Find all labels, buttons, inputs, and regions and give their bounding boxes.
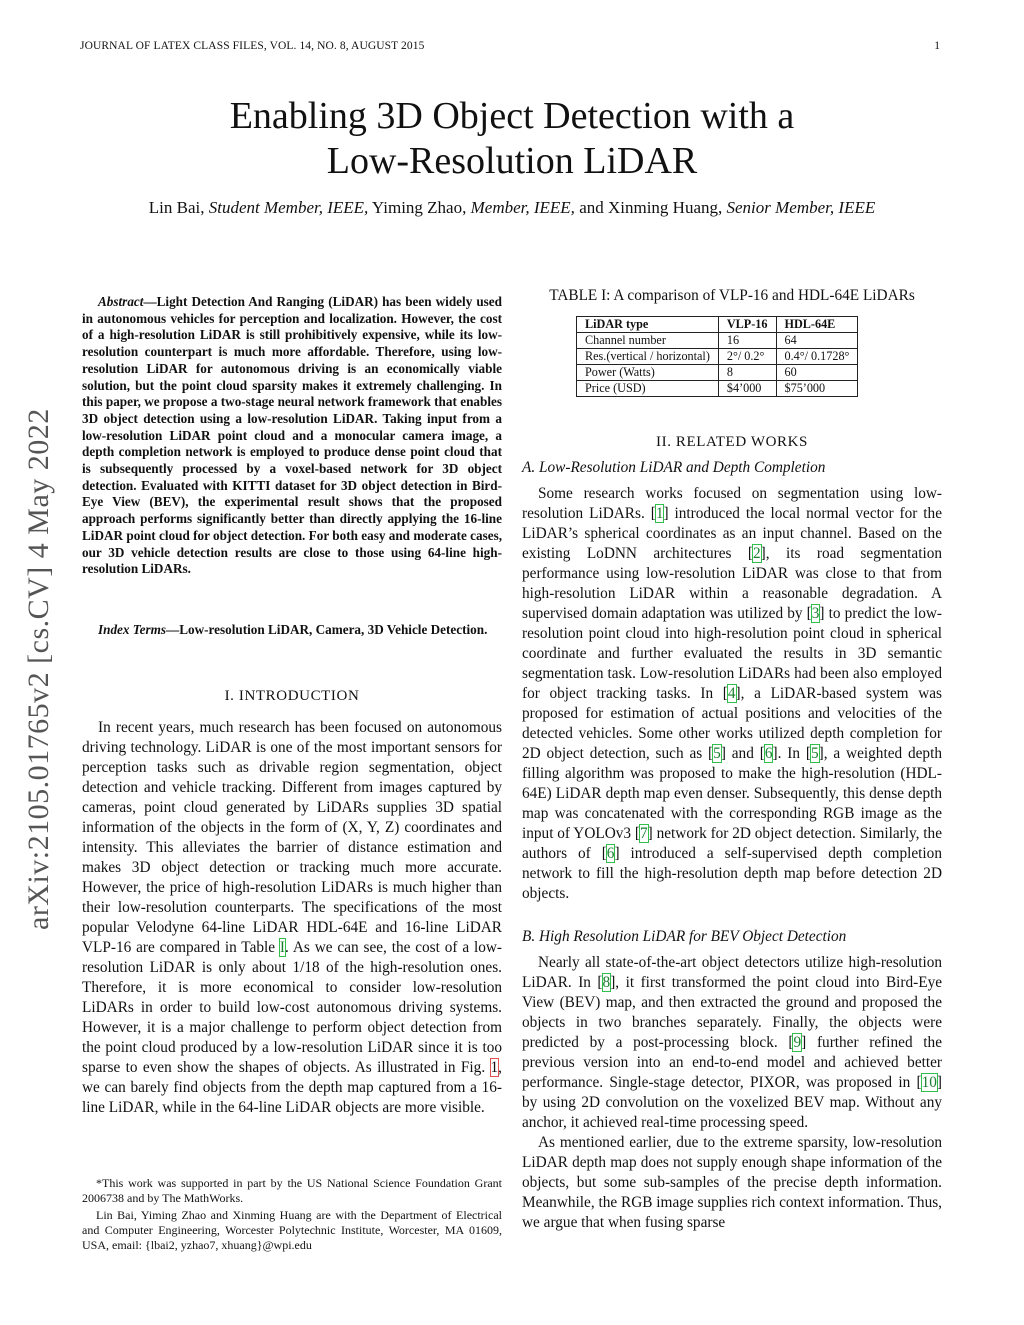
- text-span: ] and [: [720, 745, 765, 762]
- table-row: [577, 349, 858, 365]
- related-works-b-body: [522, 953, 942, 1233]
- author-list: [0, 198, 1024, 218]
- table-cell: Power (Watts): [577, 365, 719, 381]
- citation-link[interactable]: 10: [921, 1074, 937, 1091]
- text-span: ] further refined the previous version into an end-to-end model and achieved better performance. Single-stage detector, PIXOR, was proposed in [: [522, 1034, 942, 1091]
- table-cell: $4’000: [718, 381, 776, 397]
- text-span: ], a weighted depth filling algorithm was proposed to make the high-resolution (HDL-64E) LiDAR depth map even denser. Subsequently, this dense depth map was concatenated with the corresponding RGB image as the input of YOLOv3 [: [522, 745, 942, 842]
- citation-link[interactable]: 3: [811, 605, 820, 622]
- intro-text-c: , we can barely find objects from the depth map captured from a 16-line LiDAR, while in the 64-line LiDAR objects are more visible.: [82, 1059, 502, 1116]
- table-row: [577, 381, 858, 397]
- table-header-cell: LiDAR type: [577, 317, 719, 333]
- text-span: ] introduced a self-supervised depth completion network to fill the high-resolution depth map before detection 2D objects.: [522, 845, 942, 902]
- text-span: ] by using 2D convolution on the voxelized BEV map. Without any anchor, it achieved real-time processing speed.: [522, 1074, 942, 1131]
- figure-ref-link[interactable]: 1: [490, 1059, 499, 1076]
- table-cell: 0.4°/ 0.1728°: [776, 349, 858, 365]
- table-ref-link[interactable]: I: [279, 939, 286, 956]
- introduction-body: [82, 718, 502, 1118]
- abstract: [82, 294, 502, 578]
- text-span: Some research works focused on segmentation using low-resolution LiDARs. [: [522, 485, 942, 522]
- section-1-heading: I. INTRODUCTION: [224, 688, 360, 704]
- table-cell: Channel number: [577, 333, 719, 349]
- table-cell: $75’000: [776, 381, 858, 397]
- footnote: [82, 1176, 502, 1255]
- lidar-comparison-table: [576, 316, 858, 397]
- table-cell: Price (USD): [577, 381, 719, 397]
- footnote-affiliation: Lin Bai, Yiming Zhao and Xinming Huang are with the Department of Electrical and Computer Engineering, Worcester Polytechnic Institute, Worcester, MA 01609, USA, email: {lbai2, yzhao7, xhuang}@wpi.edu: [82, 1208, 502, 1252]
- table-caption: TABLE I: A comparison of VLP-16 and HDL-64E LiDARs: [549, 287, 915, 304]
- author-2: Yiming Zhao,: [368, 198, 471, 217]
- related-works-b-paragraph-1: [522, 953, 942, 1133]
- section-2-heading: II. RELATED WORKS: [656, 434, 808, 450]
- index-terms-text: —Low-resolution LiDAR, Camera, 3D Vehicle Detection.: [166, 622, 488, 637]
- related-works-a-body: [522, 484, 942, 904]
- text-span: ]. In [: [772, 745, 811, 762]
- table-cell: 16: [718, 333, 776, 349]
- author-3: and Xinming Huang,: [574, 198, 727, 217]
- citation-link[interactable]: 2: [753, 545, 761, 562]
- paper-title: [0, 94, 1024, 184]
- related-works-a-paragraph: [522, 484, 942, 904]
- citation-link[interactable]: 8: [602, 974, 611, 991]
- intro-paragraph: [82, 718, 502, 1118]
- text-span: ] to predict the low-resolution point cloud into high-resolution point cloud in spherical coordinate and further evaluated the results in 3D semantic segmentation task. Low-resolution LiDARs had been also employed for object tracking tasks. In [: [522, 605, 942, 702]
- table-cell: 8: [718, 365, 776, 381]
- table-row: [577, 333, 858, 349]
- citation-link[interactable]: 5: [810, 745, 819, 762]
- intro-text-a: In recent years, much research has been focused on autonomous driving technology. LiDAR is one of the most important sensors for perception tasks such as drivable region segmentation, object detection and vehicle tracking. Different from images captured by cameras, point cloud generated by LiDARs supplies 3D spatial information of the objects in the form of (X, Y, Z) coordinates and intensity. This alleviates the barrier of distance estimation and makes 3D object detection or tracking much more accurate. However, the price of high-resolution LiDARs is much higher than their low-resolution counterparts. The specifications of the most popular Velodyne 64-line LiDAR HDL-64E and 16-line LiDAR VLP-16 are compared in Table: [82, 719, 502, 956]
- related-works-b-paragraph-2: As mentioned earlier, due to the extreme sparsity, low-resolution LiDAR depth map does not supply enough shape information of the objects, but some sub-samples of the precise depth information. Meanwhile, the RGB image supplies rich context information. Thus, we argue that when fusing sparse: [522, 1134, 942, 1231]
- text-span: ], it first transformed the point cloud into Bird-Eye View (BEV) map, and then extracted the ground and proposed the objects in two branches separately. Finally, the objects were predicted by a post-processing block. [: [522, 974, 943, 1051]
- author-1: Lin Bai,: [148, 198, 209, 217]
- text-span: ] network for 2D object detection. Similarly, the authors of [: [522, 825, 943, 862]
- arxiv-stamp: arXiv:2105.01765v2 [cs.CV] 4 May 2022: [22, 408, 55, 930]
- citation-link[interactable]: 9: [793, 1034, 802, 1051]
- table-row: [577, 365, 858, 381]
- index-terms-lead: Index Terms: [98, 622, 167, 637]
- table-header-cell: HDL-64E: [776, 317, 858, 333]
- text-span: Nearly all state-of-the-art object detectors utilize high-resolution LiDAR. In [: [522, 954, 942, 991]
- page-number: 1: [934, 40, 940, 52]
- text-span: ] introduced the local normal vector for the LiDAR’s spherical coordinates as an input channel. Based on the existing LoDNN architectures [: [522, 505, 942, 562]
- subsection-a-heading: A. Low-Resolution LiDAR and Depth Completion: [522, 459, 826, 476]
- table-cell: 60: [776, 365, 858, 381]
- abstract-text: —Light Detection And Ranging (LiDAR) has been widely used in autonomous vehicles for perception and localization. However, the cost of a high-resolution LiDAR is still prohibitively expensive, while its low-resolution counterpart is much more affordable. Therefore, using low-resolution LiDAR for autonomous driving is an economically viable solution, but the point cloud sparsity makes it extremely challenging. In this paper, we propose a two-stage neural network framework that enables 3D object detection using a low-resolution LiDAR. Taking input from a low-resolution LiDAR point cloud and a monocular camera image, a depth completion network is employed to produce dense point cloud that is subsequently processed by a voxel-based network for 3D object detection. Evaluated with KITTI dataset for 3D object detection in Bird-Eye View (BEV), the experimental result shows that the proposed approach performs significantly better than directly applying the 16-line LiDAR point cloud for object detection. For both easy and moderate cases, our 3D vehicle detection results are close to those using 64-line high-resolution LiDARs.: [82, 294, 502, 577]
- intro-text-b: . As we can see, the cost of a low-resolution LiDAR is only about 1/18 of the high-resolution ones. Therefore, it is more economical to consider low-resolution LiDARs in order to build low-cost autonomous driving systems. However, it is a major challenge to perform object detection from the point cloud produced by a low-resolution LiDAR since it is too sparse to even show the shapes of objects. As illustrated in Fig.: [82, 939, 503, 1076]
- table-header-cell: VLP-16: [718, 317, 776, 333]
- abstract-lead: Abstract: [98, 294, 144, 309]
- table-header-row: [577, 317, 858, 333]
- index-terms: [82, 622, 502, 639]
- table-cell: Res.(vertical / horizontal): [577, 349, 719, 365]
- title-line-1: Enabling 3D Object Detection with a: [229, 95, 795, 137]
- author-2-role: Member, IEEE,: [470, 198, 575, 217]
- author-3-role: Senior Member, IEEE: [726, 198, 876, 217]
- text-span: ], its road segmentation performance using low-resolution LiDAR was close to that from high-resolution LiDAR within a reasonable degradation. A supervised domain adaptation was utilized by [: [522, 545, 942, 622]
- citation-link[interactable]: 4: [727, 685, 736, 702]
- footnote-funding: *This work was supported in part by the US National Science Foundation Grant 2006738 and by The MathWorks.: [82, 1176, 502, 1205]
- citation-link[interactable]: 1: [655, 505, 664, 522]
- citation-link[interactable]: 6: [764, 745, 773, 762]
- table-cell: 2°/ 0.2°: [718, 349, 776, 365]
- table-cell: 64: [776, 333, 858, 349]
- text-span: ], a LiDAR-based system was proposed for estimation of actual positions and velocities of the detected vehicles. Some other works utilized depth completion for 2D object detection, such as [: [522, 685, 942, 762]
- author-1-role: Student Member, IEEE,: [208, 198, 369, 217]
- citation-link[interactable]: 5: [713, 745, 721, 762]
- title-line-2: Low-Resolution LiDAR: [326, 140, 698, 182]
- subsection-b-heading: B. High Resolution LiDAR for BEV Object Detection: [522, 928, 847, 945]
- running-header: JOURNAL OF LATEX CLASS FILES, VOL. 14, NO. 8, AUGUST 2015: [80, 40, 425, 52]
- citation-link[interactable]: 6: [606, 845, 615, 862]
- citation-link[interactable]: 7: [640, 825, 648, 842]
